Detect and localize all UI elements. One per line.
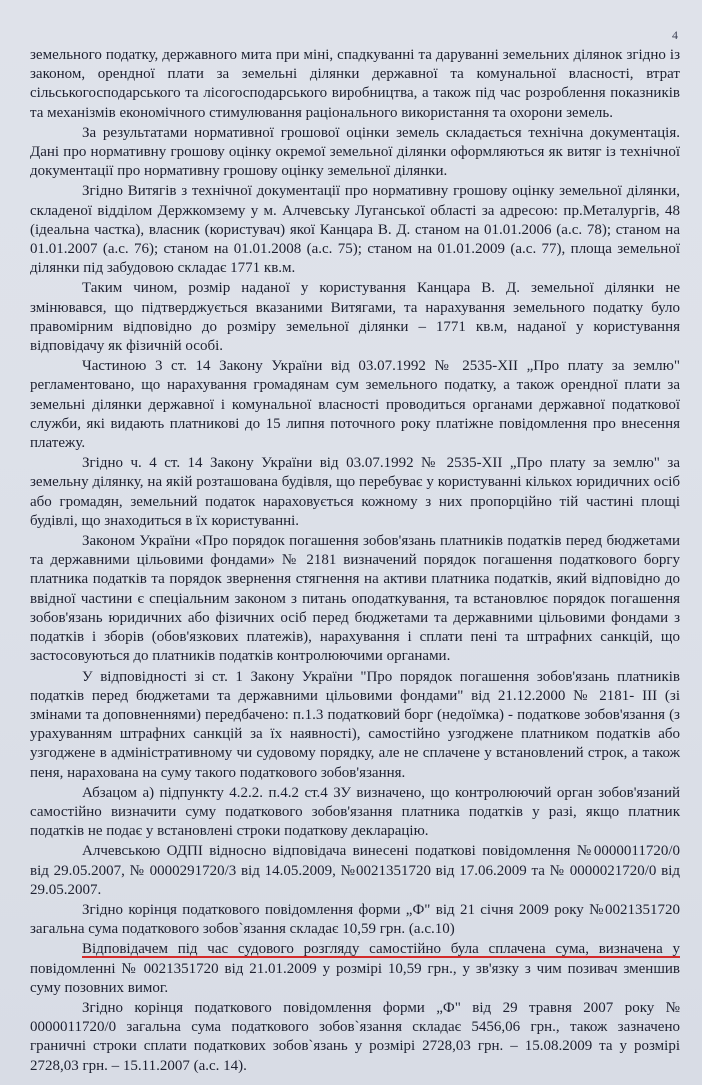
page-number: 4 — [672, 28, 678, 42]
paragraph-law-art14-part3: Частиною 3 ст. 14 Закону України від 03.07.1992 № 2535-ХІІ „Про плату за землю" регламентовано, що нарахування громадянам сум земельного податку, а також орендної плати за земельні ділянки державної і комунальної власності проводиться органами державної податкової служби, які видають платникові до 15 липня поточного року платіжне повідомлення про внесення платежу. — [30, 358, 680, 452]
paragraph-continuation: земельного податку, державного мита при міні, спадкуванні та даруванні земельних ділянок згідно із законом, орендної плати за земельні ділянки державної та комунальної власності, втрат сільськогосподарського та лісогосподарського виробництва, а також під час розроблення показників та механізмів економічного стимулювання раціонального використання та охорони земель. — [30, 47, 680, 121]
paragraph-law-art14-part4: Згідно ч. 4 ст. 14 Закону України від 03.07.1992 № 2535-ХІІ „Про плату за землю" за земельну ділянку, на якій розташована будівля, що перебуває у користуванні кількох юридичних осіб або громадян, земельний податок нараховується кожному з них пропорційно тій частині площі будівлі, що знаходиться в їх користуванні. — [30, 455, 680, 529]
paragraph-law-2181-art1: У відповідності зі ст. 1 Закону України "Про порядок погашення зобов'язань платників податків перед бюджетами та державними цільовими фондами" від 21.12.2000 № 2181- ІІІ (зі змінами та доповненнями) передбачено: п.1.3 податковий борг (недоїмка) - податкове зобов'язання (з урахуванням штрафних санкцій за їх наявності), самостійно узгоджене платником податків або узгоджене в адміністративному чи судовому порядку, але не сплачене у встановлений строк, а також пеня, нарахована на суму такого податкового зобов'язання. — [30, 668, 680, 781]
paragraph-area-unchanged: Таким чином, розмір наданої у користування Канцара В. Д. земельної ділянки не змінювався, що підтверджується вказаними Витягами, та нарахування земельного податку було правомірним відповідно до розміру земельної ділянки – 1771 кв.м, наданої у користування відповідачу як фізичній особі. — [30, 280, 680, 355]
paragraph-technical-documentation: За результатами нормативної грошової оцінки земель складається технічна документація. Дані про нормативну грошову оцінку окремої земельної ділянки оформляються як витяг із технічної документації про нормативну грошову оцінку земельної ділянки. — [30, 124, 680, 180]
highlighted-sentence: Відповідачем під час судового розгляду самостійно була сплачена сума, визначена у — [82, 941, 680, 958]
document-body — [30, 46, 680, 1077]
paragraph-payment — [30, 940, 680, 998]
paragraph-notice-may-2007: Згідно корінця податкового повідомлення форми „Ф" від 29 травня 2007 року № 0000011720/0 загальна сума податкового зобов`язання складає 5456,06 грн., також зазначено граничні строки сплати податкових зобов`язань у розмірі 2728,03 грн. – 15.08.2009 та у розмірі 2728,03 грн. – 15.11.2007 (а.с. 14). — [30, 999, 680, 1074]
paragraph-law-2181: Законом України «Про порядок погашення зобов'язань платників податків перед бюджетами та державними цільовими фондами» № 2181 визначений порядок погашення податкового боргу платника податків та порядок звернення стягнення на активи платника податків, який відповідно до ввідної частини є спеціальним законом з питань оподаткування, та встановлює порядок погашення зобов'язань юридичних або фізичних осіб перед бюджетами та державними цільовими фондами з податків і зборів (обов'язкових платежів), нарахування і сплати пені та штрафних санкцій, що застосовуються до платників податків контролюючими органами. — [30, 533, 680, 665]
paragraph-extracts: Згідно Витягів з технічної документації про нормативну грошову оцінку земельної ділянки, складеної відділом Держкомзему у м. Алчевську Луганської області за адресою: пр.Металургів, 48 (ідеальна частка), власник (користувач) якої Канцара В. Д. станом на 01.01.2006 (а.с. 78); станом на 01.01.2007 (а.с. 76); станом на 01.01.2008 (а.с. 75); станом на 01.01.2009 (а.с. 77), площа земельної ділянки під забудовою складає 1771 кв.м. — [30, 183, 680, 277]
paragraph-notice-january-2009: Згідно корінця податкового повідомлення форми „Ф" від 21 січня 2009 року №0021351720 загальна сума податкового зобов`язання складає 10,59 грн. (а.с.10) — [30, 901, 680, 938]
payment-rest: повідомленні № 0021351720 від 21.01.2009 у розмірі 10,59 грн., у зв'язку з чим позивач зменшив суму позовних вимог. — [30, 960, 680, 996]
paragraph-subclause-4-2-2: Абзацом а) підпункту 4.2.2. п.4.2 ст.4 ЗУ визначено, що контролюючий орган зобов'язаний самостійно визначити суму податкового зобов'язання платника податків у разі, якщо платник податків не подає у встановлені строки податкову декларацію. — [30, 784, 680, 840]
paragraph-tax-notices: Алчевською ОДПІ відносно відповідача винесені податкові повідомлення №0000011720/0 від 29.05.2007, № 0000291720/3 від 14.05.2009, №0021351720 від 17.06.2009 та № 0000021720/0 від 29.05.2007. — [30, 843, 680, 898]
